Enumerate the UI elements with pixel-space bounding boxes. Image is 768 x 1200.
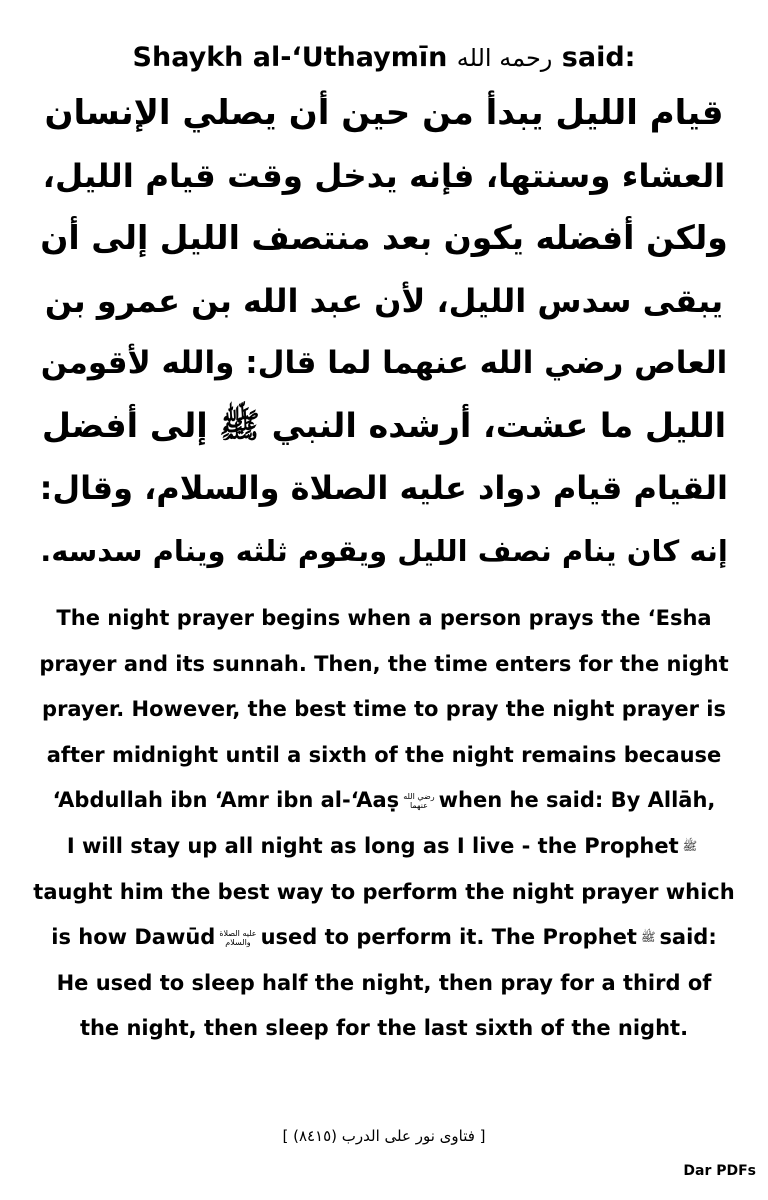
english-text: I will stay up all night as long as I live - the Prophet (66, 833, 679, 858)
title-honorific: رحمه الله (456, 44, 553, 72)
english-translation (10, 596, 758, 1052)
arabic-line: العاص رضي الله عنهما لما قال: والله لأقومن (40, 345, 728, 381)
english-text: said: (659, 925, 717, 950)
english-text: used to perform it. The Prophet (260, 925, 637, 950)
radiallahu-anhuma-glyph (403, 792, 434, 810)
publisher-watermark: Dar PDFs (683, 1163, 756, 1179)
english-text: when he said: By Allāh, (438, 788, 716, 813)
english-text: is how Dawūd (51, 925, 216, 950)
page-title (0, 38, 768, 78)
arabic-line: العشاء وسنتها، فإنه يدخل وقت قيام الليل، (42, 156, 726, 195)
english-line: after midnight until a sixth of the night remains because (46, 742, 722, 767)
english-line: prayer and its sunnah. Then, the time enters for the night (39, 651, 729, 676)
arabic-quote (40, 82, 728, 582)
title-prefix: Shaykh al-‘Uthaymīn (132, 42, 457, 73)
title-suffix: said: (552, 42, 636, 73)
arabic-line: ولكن أفضله يكون بعد منتصف الليل إلى أن (40, 218, 728, 257)
english-line: the night, then sleep for the last sixth of the night. (79, 1016, 689, 1041)
arabic-line: يبقى سدس الليل، لأن عبد الله بن عمرو بن (44, 281, 724, 320)
arabic-line: القيام قيام دواد عليه الصلاة والسلام، وقال: (40, 469, 728, 507)
honor-glyph-line: والسلام (225, 938, 251, 948)
english-line: taught him the best way to perform the night prayer which (33, 879, 735, 904)
arabic-line: قيام الليل يبدأ من حين أن يصلي الإنسان (44, 93, 724, 133)
english-line (10, 915, 758, 961)
source-reference: [ فتاوى نور على الدرب (٨٤١٥) ] (282, 1127, 486, 1145)
english-line: The night prayer begins when a person prays the ‘Esha (56, 606, 712, 630)
english-line (10, 824, 758, 870)
honor-glyph-line: عليه الصلاة (219, 929, 257, 939)
english-text: ‘Abdullah ibn ‘Amr ibn al-‘Aaṣ (52, 788, 400, 813)
honor-glyph-line: رضي الله (403, 792, 435, 802)
alayhis-salam-glyph (219, 929, 256, 947)
arabic-line: إنه كان ينام نصف الليل ويقوم ثلثه وينام سدسه. (40, 533, 728, 568)
english-line: prayer. However, the best time to pray the night prayer is (42, 697, 726, 722)
english-line (10, 778, 758, 824)
english-line: He used to sleep half the night, then pray for a third of (56, 970, 712, 995)
arabic-line: الليل ما عشت، أرشده النبي ﷺ إلى أفضل (41, 405, 727, 445)
salawat-glyph: ﷺ (640, 930, 656, 945)
salawat-glyph: ﷺ (682, 839, 698, 854)
honor-glyph-line: عنهما (409, 801, 428, 811)
